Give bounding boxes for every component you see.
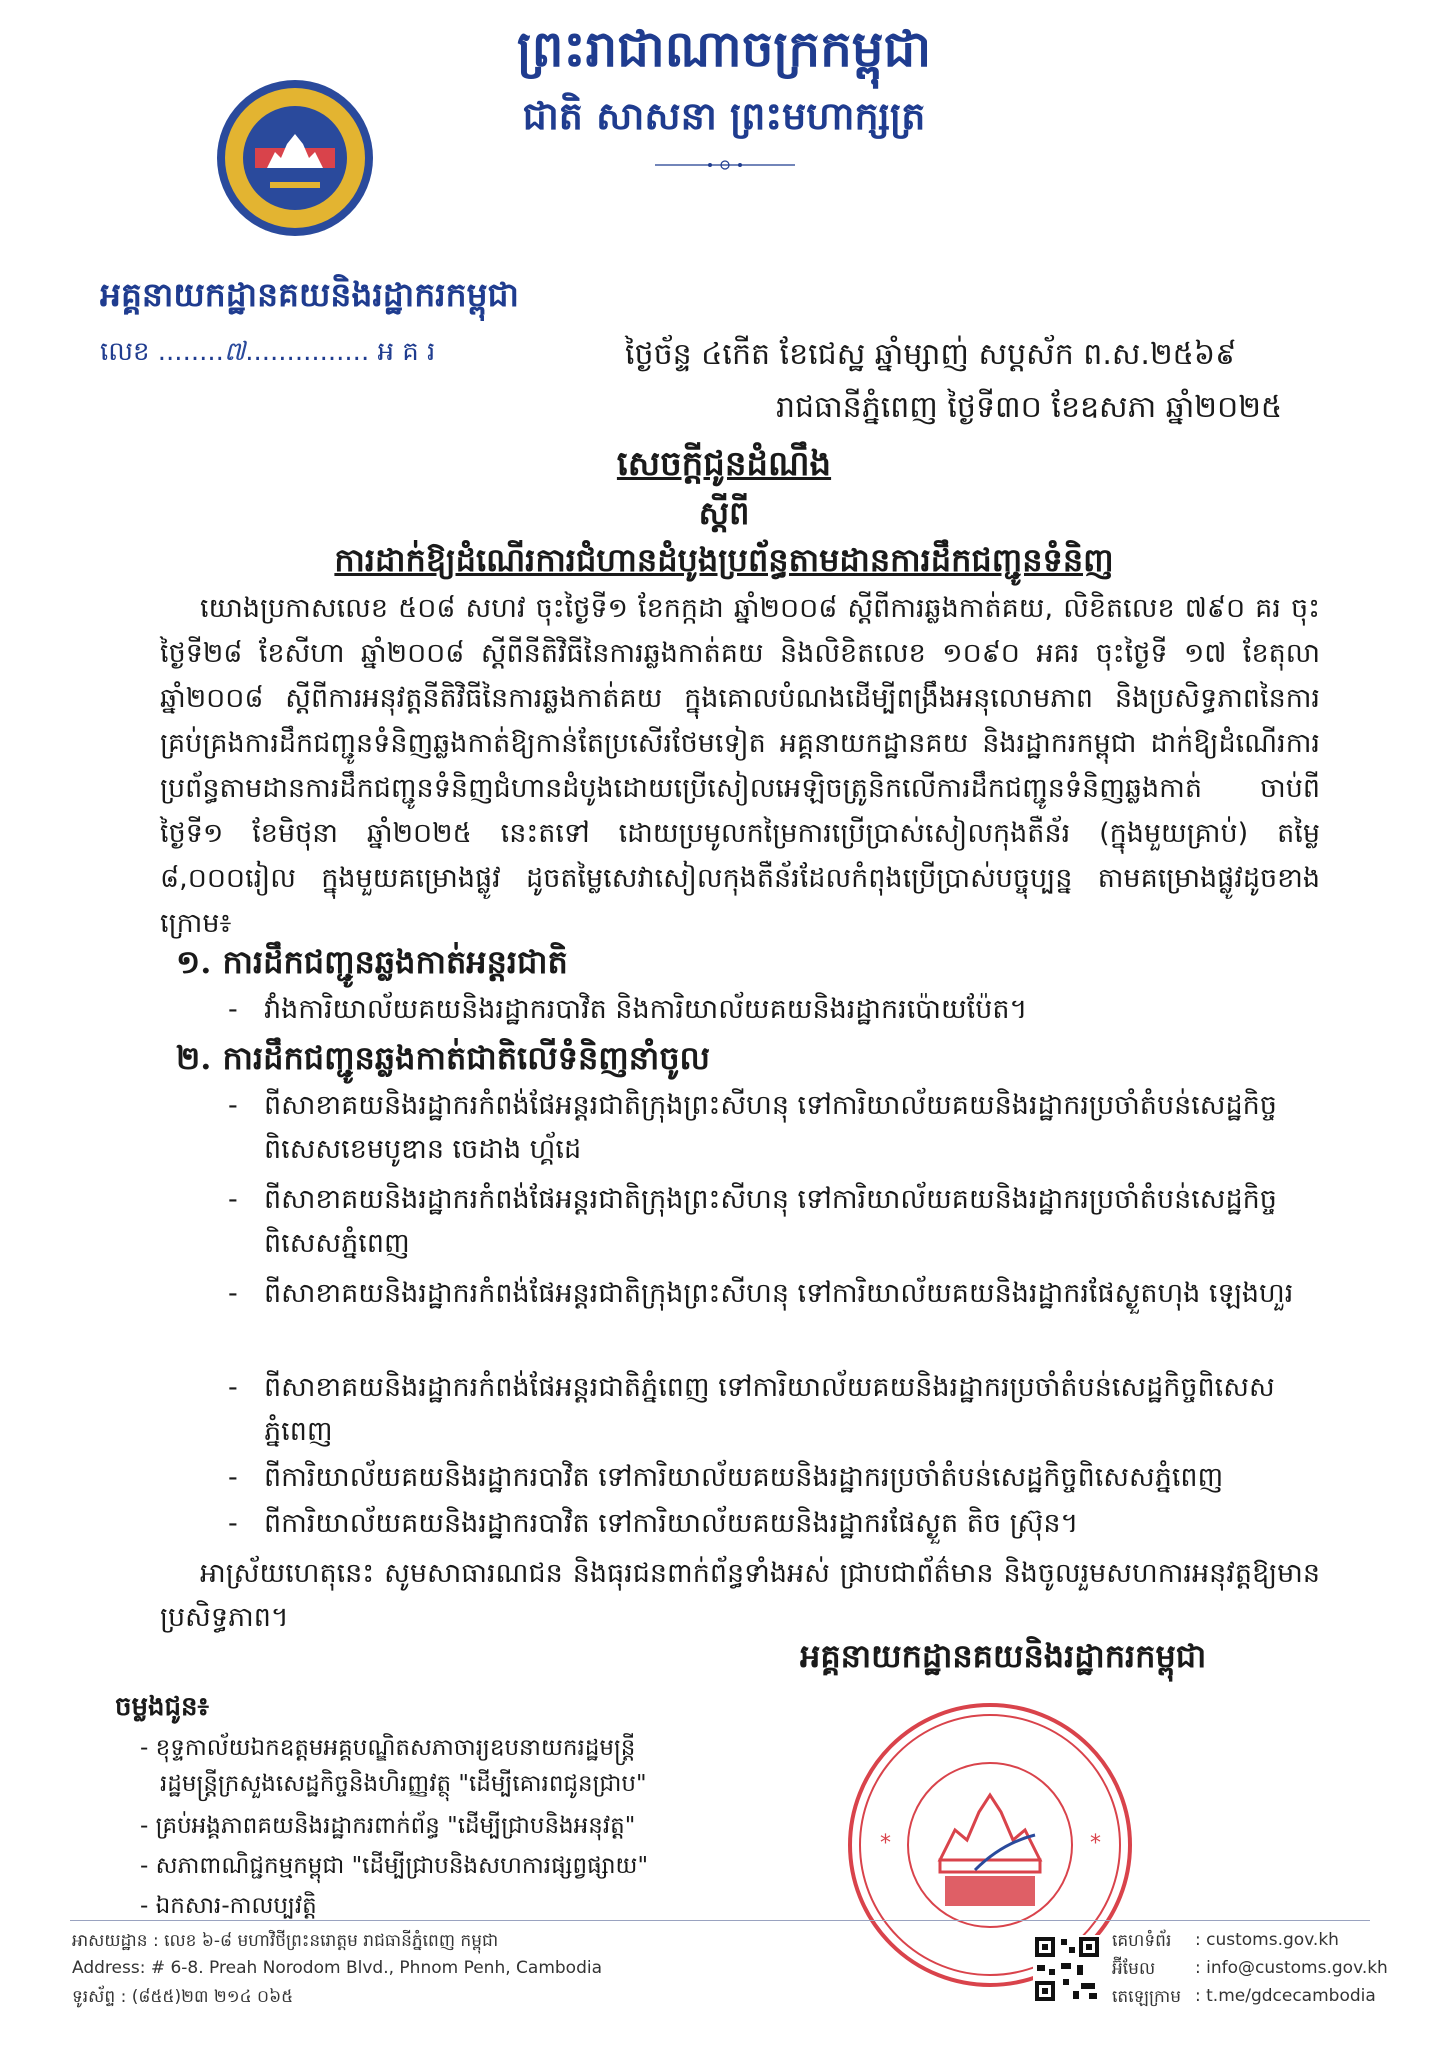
closing-paragraph: អាស្រ័យហេតុនេះ សូមសាធារណជន និងធុរជនពាក់ព័ន្ធទាំងអស់ ជ្រាបជាព័ត៌មាន និងចូលរួមសហការអនុវត្តឱ្យមានប្រសិទ្ធភាព។ (160, 1558, 1320, 1633)
telegram-link[interactable]: : t.me/gdcecambodia (1195, 1986, 1376, 2006)
national-motto: ជាតិ សាសនា ព្រះមហាក្សត្រ (522, 93, 926, 138)
department-name: អគ្គនាយកដ្ឋានគយនិងរដ្ឋាករកម្ពុជា (100, 275, 519, 314)
footer-address-kh: អាសយដ្ឋាន : លេខ ៦-៨ មហាវិថីព្រះនរោត្តម រាជធានីភ្នំពេញ កម្ពុជា (72, 1931, 499, 1951)
list-item: - ពីសាខាគយនិងរដ្ឋាករកំពង់ផែអន្តរជាតិក្រុងព្រះសីហនុ ទៅការិយាល័យគយនិងរដ្ឋាករផែស្ងួតហុង ឡេងហួរ (228, 1278, 1294, 1309)
website-label: គេហទំព័រ (1112, 1931, 1172, 1951)
ornament-divider (655, 158, 795, 172)
website-link[interactable]: : customs.gov.kh (1195, 1930, 1339, 1950)
email-label: អ៊ីមែល (1112, 1959, 1156, 1979)
lunar-date: ថ្ងៃច័ន្ទ ៤កើត ខែជេស្ឋ ឆ្នាំម្សាញ់ សប្តស័ក ព.ស.២៥៦៩ (625, 337, 1237, 372)
list-item: - ពីការិយាល័យគយនិងរដ្ឋាករបាវិត ទៅការិយាល័យគយនិងរដ្ឋាករប្រចាំតំបន់សេដ្ឋកិច្ចពិសេសភ្នំពេញ (228, 1462, 1224, 1493)
reference-value: ៧ (223, 337, 246, 367)
email-link[interactable]: : info@customs.gov.kh (1195, 1958, 1388, 1978)
kingdom-title: ព្រះរាជាណាចក្រកម្ពុជា (516, 19, 932, 78)
list-item: - ពីសាខាគយនិងរដ្ឋាករកំពង់ផែអន្តរជាតិក្រុងព្រះសីហនុ ទៅការិយាល័យគយនិងរដ្ឋាករប្រចាំតំបន់សេដ្ឋកិច្ចពិសេសភ្នំពេញ (228, 1184, 1277, 1259)
qr-code-icon (1033, 1935, 1101, 2003)
cc-item: - ខុទ្ទកាល័យឯកឧត្តមអគ្គបណ្ឌិតសភាចារ្យឧបនាយករដ្ឋមន្ត្រី (140, 1735, 636, 1761)
cc-item: រដ្ឋមន្ត្រីក្រសួងសេដ្ឋកិច្ចនិងហិរញ្ញវត្ថុ "ដើម្បីគោរពជូនជ្រាប" (160, 1771, 647, 1797)
reference-number: លេខ ........៧............... អ គ រ (100, 337, 436, 367)
cc-item: - ឯកសារ-កាលប្បវត្តិ (140, 1893, 317, 1919)
signer-title: អគ្គនាយកដ្ឋានគយនិងរដ្ឋាករកម្ពុជា (800, 1637, 1207, 1675)
notice-title: សេចក្តីជូនដំណឹង (616, 444, 832, 484)
notice-about: ស្តីពី (698, 494, 750, 532)
list-item: - ពីការិយាល័យគយនិងរដ្ឋាករបាវិត ទៅការិយាល័យគយនិងរដ្ឋាករផែស្ងួត តិច ស្រ៊ុន។ (228, 1508, 1079, 1539)
section-heading-1: ១. ការដឹកជញ្ជូនឆ្លងកាត់អន្តរជាតិ (176, 943, 568, 981)
cc-title: ចម្លងជូន៖ (115, 1692, 209, 1722)
date-line: រាជធានីភ្នំពេញ ថ្ងៃទី៣០ ខែឧសភា ឆ្នាំ២០២៥ (776, 390, 1283, 425)
list-item: - ពីសាខាគយនិងរដ្ឋាករកំពង់ផែអន្តរជាតិភ្នំពេញ ទៅការិយាល័យគយនិងរដ្ឋាករប្រចាំតំបន់សេដ្ឋកិច្ចពិសេសភ្នំពេញ (228, 1372, 1275, 1447)
reference-suffix: អ គ រ (377, 337, 436, 367)
telegram-label: តេឡេក្រាម (1112, 1987, 1181, 2007)
cc-item: - សភាពាណិជ្ជកម្មកម្ពុជា "ដើម្បីជ្រាបនិងសហការផ្សព្វផ្សាយ" (140, 1853, 649, 1879)
notice-subject: ការដាក់ឱ្យដំណើរការជំហានដំបូងប្រព័ន្ធតាមដានការដឹកជញ្ជូនទំនិញ (334, 541, 1114, 579)
section-heading-2: ២. ការដឹកជញ្ជូនឆ្លងកាត់ជាតិលើទំនិញនាំចូល (176, 1039, 710, 1077)
svg-text:*: * (1090, 1831, 1101, 1856)
svg-text:*: * (880, 1831, 891, 1856)
customs-emblem-logo (215, 78, 375, 238)
list-item: - ពីសាខាគយនិងរដ្ឋាករកំពង់ផែអន្តរជាតិក្រុងព្រះសីហនុ ទៅការិយាល័យគយនិងរដ្ឋាករប្រចាំតំបន់សេដ្ឋកិច្ចពិសេសខេមបូឌាន ចេដាង ហ្គ័ដេ (228, 1090, 1277, 1165)
footer-divider (70, 1920, 1370, 1921)
footer-address-en: Address: # 6-8. Preah Norodom Blvd., Phnom Penh, Cambodia (72, 1958, 603, 1978)
reference-prefix: លេខ (100, 337, 150, 367)
list-item: - វាំងការិយាល័យគយនិងរដ្ឋាករបាវិត និងការិយាល័យគយនិងរដ្ឋាករប៉ោយប៉ែត។ (228, 994, 1028, 1025)
footer-phone: ទូរស័ព្ទ : (៨៥៥)២៣ ២១៤ ០៦៥ (72, 1987, 294, 2007)
notice-body: យោងប្រកាសលេខ ៥០៨ សហវ ចុះថ្ងៃទី១ ខែកក្កដា ឆ្នាំ២០០៨ ស្តីពីការឆ្លងកាត់គយ, លិខិតលេខ ៧៩០ គរ ចុះថ្ងៃទី២៨ ខែសីហា ឆ្នាំ២០០៨ ស្តីពីនីតិវិធីនៃការឆ្លងកាត់គយ និងលិខិតលេខ ១០៩០ អគរ ចុះថ្ងៃទី ១៧ ខែតុលា ឆ្នាំ២០០៨ ស្តីពីការអនុវត្តនីតិវិធីនៃការឆ្លងកាត់គយ ក្នុងគោលបំណងដើម្បីពង្រឹងអនុលោមភាព និងប្រសិទ្ធភាពនៃការគ្រប់គ្រងការដឹកជញ្ជូនទំនិញឆ្លងកាត់ឱ្យកាន់តែប្រសើរថែមទៀត អគ្គនាយកដ្ឋានគយ និងរដ្ឋាករកម្ពុជា ដាក់ឱ្យដំណើរការប្រព័ន្ធតាមដានការដឹកជញ្ជូនទំនិញជំហានដំបូងដោយប្រើសៀលអេឡិចត្រូនិកលើការដឹកជញ្ជូនទំនិញឆ្លងកាត់ ចាប់ពីថ្ងៃទី១ ខែមិថុនា ឆ្នាំ២០២៥ នេះតទៅ ដោយប្រមូលកម្រៃការប្រើប្រាស់សៀលកុងតឺន័រ (ក្នុងមួយគ្រាប់) តម្លៃ ៨,០០០រៀល ក្នុងមួយគម្រោងផ្លូវ ដូចតម្លៃសេវាសៀលកុងតឺន័រដែលកំពុងប្រើប្រាស់បច្ចុប្បន្ន តាមគម្រោងផ្លូវដូចខាងក្រោម៖ (160, 593, 1320, 939)
cc-item: - គ្រប់អង្គភាពគយនិងរដ្ឋាករពាក់ព័ន្ធ "ដើម្បីជ្រាបនិងអនុវត្ត" (140, 1813, 636, 1839)
